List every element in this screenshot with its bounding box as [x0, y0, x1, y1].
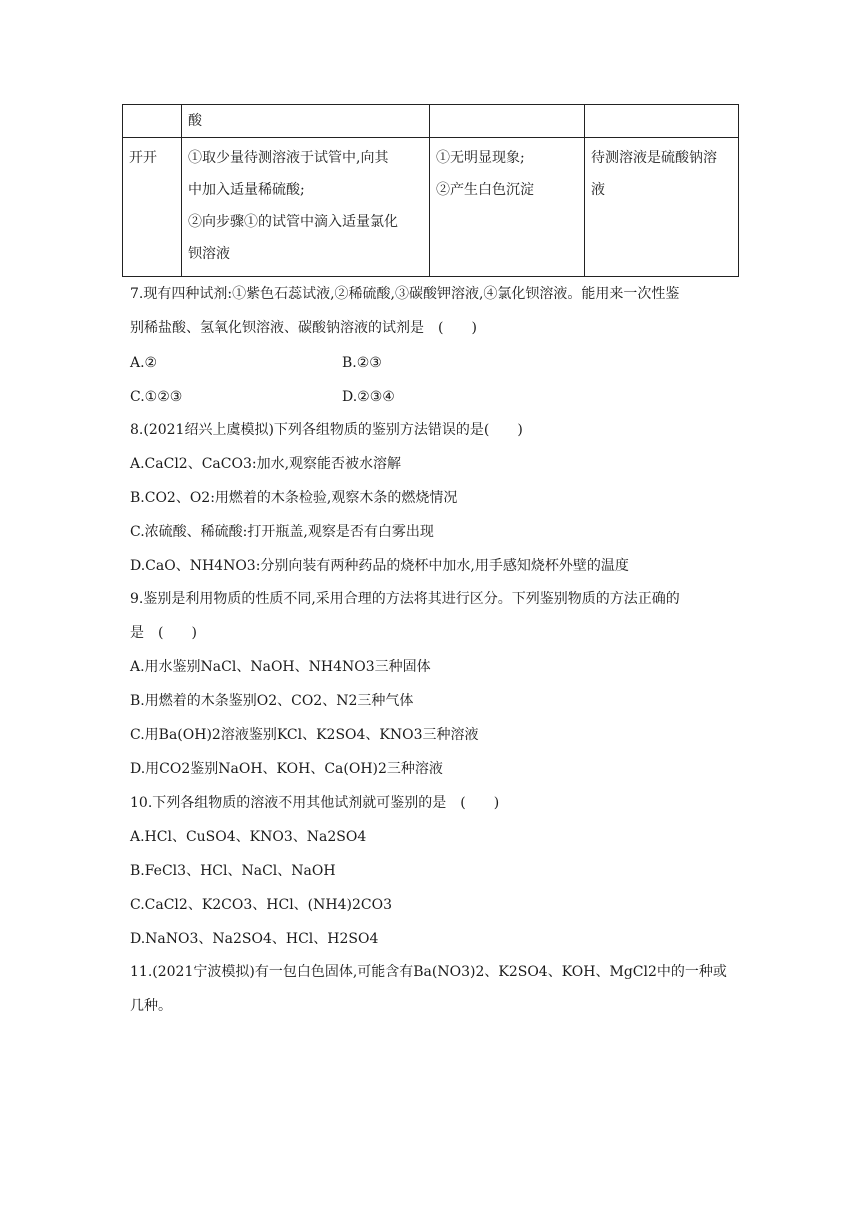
table-row: [123, 105, 739, 138]
experiment-table: [122, 104, 739, 277]
option-d: D.②③④: [342, 389, 395, 405]
cell-line: 液: [591, 182, 605, 198]
table-cell: [123, 105, 182, 138]
table-row: [123, 138, 739, 277]
option-c: C.浓硫酸、稀硫酸:打开瓶盖,观察是否有白雾出现: [130, 524, 434, 540]
table-cell-steps: [182, 138, 430, 277]
table-cell: [585, 105, 739, 138]
cell-line: ②向步骤①的试管中滴入适量氯化: [188, 214, 398, 230]
cell-line: ②产生白色沉淀: [436, 182, 534, 198]
table-cell: 酸: [182, 105, 430, 138]
option-a: A.用水鉴别NaCl、NaOH、NH4NO3三种固体: [130, 659, 431, 675]
option-b: B.②③: [342, 355, 382, 371]
option-d: D.CaO、NH4NO3:分别向装有两种药品的烧杯中加水,用手感知烧杯外壁的温度: [130, 558, 629, 574]
cell-line: ①取少量待测溶液于试管中,向其: [188, 150, 389, 166]
table-cell: [430, 105, 585, 138]
option-d: D.NaNO3、Na2SO4、HCl、H2SO4: [130, 931, 379, 947]
question-7-line1: 7.现有四种试剂:①紫色石蕊试液,②稀硫酸,③碳酸钾溶液,④氯化钡溶液。能用来一次性鉴: [130, 286, 680, 302]
option-b: B.用燃着的木条鉴别O2、CO2、N2三种气体: [130, 693, 414, 709]
table-cell: 开开: [123, 138, 182, 277]
table-cell-phenomena: [430, 138, 585, 277]
cell-line: ①无明显现象;: [436, 150, 525, 166]
option-b: B.CO2、O2:用燃着的木条检验,观察木条的燃烧情况: [130, 490, 458, 506]
question-9-line1: 9.鉴别是利用物质的性质不同,采用合理的方法将其进行区分。下列鉴别物质的方法正确的: [130, 591, 680, 607]
question-9-line2: 是 ( ): [130, 625, 197, 641]
option-a: A.CaCl2、CaCO3:加水,观察能否被水溶解: [130, 456, 402, 472]
option-b: B.FeCl3、HCl、NaCl、NaOH: [130, 863, 336, 879]
option-c: C.①②③: [130, 389, 183, 405]
question-11-line2: 几种。: [130, 998, 172, 1014]
cell-line: 待测溶液是硫酸钠溶: [591, 150, 717, 166]
question-8-stem: 8.(2021绍兴上虞模拟)下列各组物质的鉴别方法错误的是( ): [130, 422, 523, 438]
cell-line: 中加入适量稀硫酸;: [188, 182, 305, 198]
option-c: C.用Ba(OH)2溶液鉴别KCl、K2SO4、KNO3三种溶液: [130, 727, 479, 743]
table-cell-conclusion: [585, 138, 739, 277]
option-a: A.HCl、CuSO4、KNO3、Na2SO4: [130, 829, 367, 845]
option-c: C.CaCl2、K2CO3、HCl、(NH4)2CO3: [130, 897, 392, 913]
cell-line: 钡溶液: [188, 246, 230, 262]
question-7-line2: 别稀盐酸、氢氧化钡溶液、碳酸钠溶液的试剂是 ( ): [130, 320, 477, 336]
option-d: D.用CO2鉴别NaOH、KOH、Ca(OH)2三种溶液: [130, 761, 443, 777]
option-a: A.②: [130, 355, 158, 371]
question-10-stem: 10.下列各组物质的溶液不用其他试剂就可鉴别的是 ( ): [130, 795, 500, 811]
question-11-line1: 11.(2021宁波模拟)有一包白色固体,可能含有Ba(NO3)2、K2SO4、KOH、MgCl2中的一种或: [130, 964, 727, 980]
